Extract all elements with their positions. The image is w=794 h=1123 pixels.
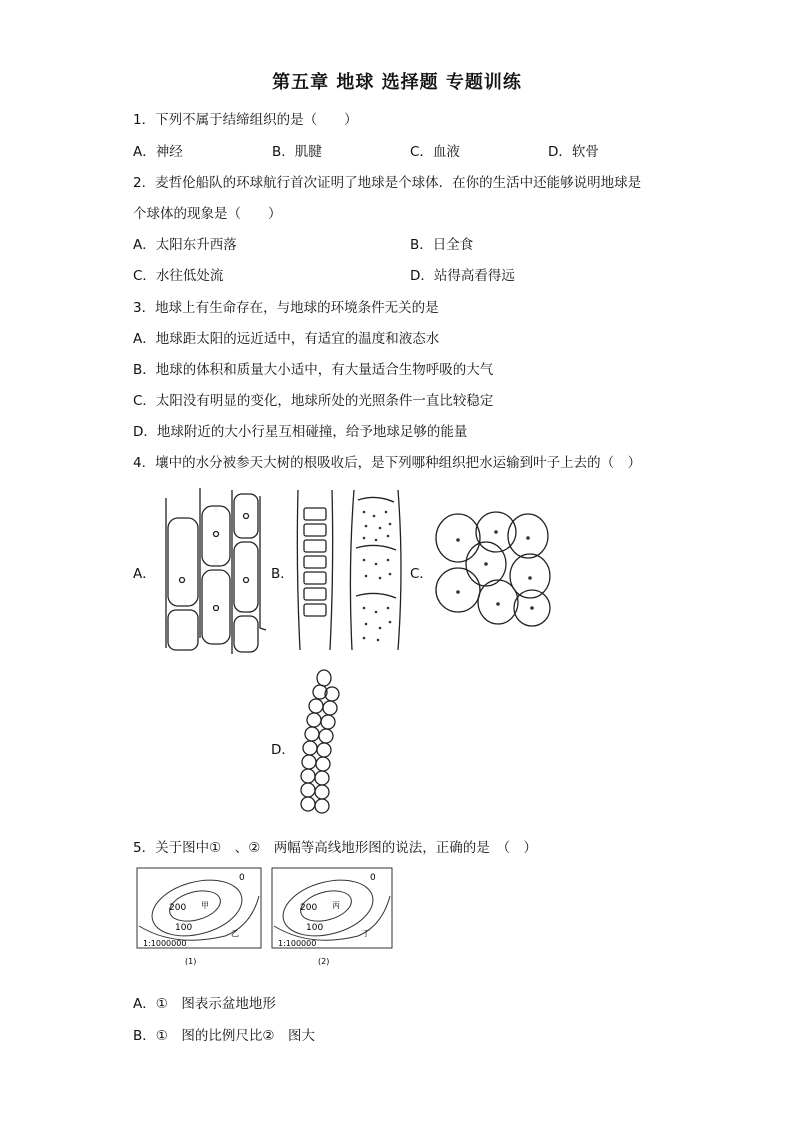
q5-option-a: A．① 图表示盆地地形 (133, 996, 276, 1012)
map1-caption: (1) (185, 957, 197, 966)
q2-option-b: B．日全食 (410, 237, 474, 253)
page-title: 第五章 地球 选择题 专题训练 (272, 72, 522, 93)
tissue-figure-c (432, 508, 556, 630)
q5-stem: 5．关于图中① 、② 两幅等高线地形图的说法，正确的是 （ ） (133, 840, 538, 856)
map1-contour-0: 0 (239, 873, 245, 883)
q3-option-c: C．太阳没有明显的变化，地球所处的光照条件一直比较稳定 (133, 393, 494, 409)
map2-contour-100: 100 (306, 923, 324, 933)
map1-contour-200: 200 (169, 903, 187, 913)
tissue-figure-d (296, 668, 346, 820)
q1-option-a: A．神经 (133, 144, 183, 160)
map2-contour-0: 0 (370, 873, 376, 883)
q4-label-c: C． (410, 566, 433, 582)
map2-scale: 1:100000 (278, 939, 317, 948)
q1-option-b: B．肌腱 (272, 144, 322, 160)
q2-option-a: A．太阳东升西落 (133, 237, 237, 253)
map1-point-label: 甲 (201, 901, 209, 910)
map2-point-label: 丙 (332, 901, 340, 910)
q2-stem-line2: 个球体的现象是（ ） (133, 206, 282, 222)
map1-contour-100: 100 (175, 923, 193, 933)
q4-label-b: B． (271, 566, 294, 582)
contour-map-2 (270, 866, 394, 966)
contour-map-1 (135, 866, 263, 966)
q1-stem: 1．下列不属于结缔组织的是（ ） (133, 112, 358, 128)
tissue-figure-a (160, 488, 268, 656)
q2-stem-line1: 2．麦哲伦船队的环球航行首次证明了地球是个球体．在你的生活中还能够说明地球是 (133, 175, 642, 191)
q1-option-c: C．血液 (410, 144, 460, 160)
q2-option-d: D．站得高看得远 (410, 268, 515, 284)
q3-option-a: A．地球距太阳的远近适中，有适宜的温度和液态水 (133, 331, 440, 347)
q2-option-c: C．水往低处流 (133, 268, 224, 284)
q4-stem: 4．壤中的水分被参天大树的根吸收后，是下列哪种组织把水运输到叶子上去的（ ） (133, 455, 642, 471)
map1-point2-label: 乙 (231, 929, 239, 938)
q3-option-d: D．地球附近的大小行星互相碰撞，给予地球足够的能量 (133, 424, 468, 440)
tissue-figure-b (294, 488, 406, 652)
map2-point2-label: 丁 (362, 929, 370, 938)
q3-option-b: B．地球的体积和质量大小适中，有大量适合生物呼吸的大气 (133, 362, 494, 378)
q5-option-b: B．① 图的比例尺比② 图大 (133, 1028, 315, 1044)
map2-contour-200: 200 (300, 903, 318, 913)
q4-label-a: A． (133, 566, 156, 582)
q1-option-d: D．软骨 (548, 144, 599, 160)
map1-scale: 1:1000000 (143, 939, 187, 948)
q4-label-d: D． (271, 742, 295, 758)
q3-stem: 3．地球上有生命存在，与地球的环境条件无关的是 (133, 300, 439, 316)
map2-caption: (2) (318, 957, 330, 966)
